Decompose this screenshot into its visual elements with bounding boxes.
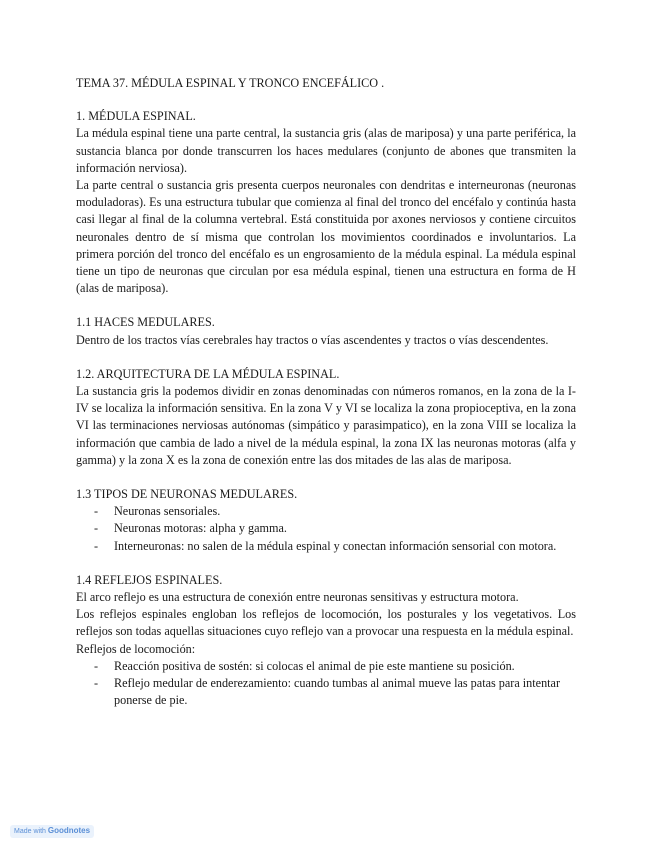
- list-item: [94, 658, 576, 675]
- section-heading: 1.3 TIPOS DE NEURONAS MEDULARES.: [76, 487, 298, 502]
- watermark-brand: Goodnotes: [47, 826, 91, 835]
- document-page: [76, 75, 576, 727]
- watermark-prefix: Made with: [14, 828, 46, 835]
- paragraph: La médula espinal tiene una parte central, la sustancia gris (alas de mariposa) y una parte periférica, la sustancia blanca por donde transcurren los haces medulares (conjunto de abones que transmiten la información nerviosa).: [76, 126, 576, 175]
- list-item: [94, 675, 576, 709]
- section-haces-medulares: [76, 314, 576, 348]
- section-heading: 1. MÉDULA ESPINAL.: [76, 109, 196, 124]
- section-medula-espinal: [76, 108, 576, 297]
- paragraph: Reflejos de locomoción:: [76, 641, 196, 656]
- neuron-types-list: [76, 503, 576, 555]
- paragraph: Los reflejos espinales engloban los reflejos de locomoción, los posturales y los vegetativos. Los reflejos son todas aquellas situaciones cuyo reflejo van a provocar una respuesta en la médula espinal.: [76, 607, 576, 639]
- paragraph: La sustancia gris la podemos dividir en zonas denominadas con números romanos, en la zona de la I-IV se localiza la información sensitiva. En la zona V y VI se localiza la zona propioceptiva, en la zona VI las terminaciones nerviosas autónomas (simpático y parasimpatico), en la zona VIII se localiza la información que cambia de lado a nivel de la médula espinal, la zona IX las neuronas motoras (alfa y gamma) y la zona X es la zona de conexión entre las dos mitades de las alas de mariposa.: [76, 384, 576, 467]
- dash-marker: -: [94, 658, 99, 673]
- list-item-text: Reacción positiva de sostén: si colocas el animal de pie este mantiene su posición.: [114, 658, 515, 673]
- list-item: [94, 503, 576, 520]
- section-reflejos-espinales: [76, 572, 576, 710]
- list-item-text: Interneuronas: no salen de la médula espinal y conectan información sensorial con motora.: [114, 538, 557, 553]
- paragraph: El arco reflejo es una estructura de conexión entre neuronas sensitivas y estructura motora.: [76, 590, 519, 605]
- paragraph: Dentro de los tractos vías cerebrales hay tractos o vías ascendentes y tractos o vías descendentes.: [76, 332, 549, 347]
- list-item-text: Reflejo medular de enderezamiento: cuando tumbas al animal mueve las patas para intentar ponerse de pie.: [114, 676, 561, 708]
- document-title: TEMA 37. MÉDULA ESPINAL Y TRONCO ENCEFÁLICO .: [76, 76, 385, 90]
- paragraph: La parte central o sustancia gris presenta cuerpos neuronales con dendritas e interneuronas (neuronas moduladoras). Es una estructura tubular que comienza al final del tronco del encéfalo y continúa hasta casi llegar al final de la columna vertebral. Está constituida por axones nerviosos y contiene circuitos neuronales dentro de sí misma que controlan los movimientos coordinados e involuntarios. La primera porción del tronco del encéfalo es un engrosamiento de la médula espinal. La médula espinal tiene un tipo de neuronas que circulan por esa médula espinal, tienen una estructura en forma de H (alas de mariposa).: [76, 178, 576, 296]
- dash-marker: -: [94, 676, 99, 691]
- list-item-text: Neuronas motoras: alpha y gamma.: [114, 521, 287, 536]
- section-tipos-neuronas: [76, 486, 576, 555]
- list-item: [94, 538, 576, 555]
- locomotion-reflexes-list: [76, 658, 576, 710]
- list-item-text: Neuronas sensoriales.: [114, 504, 221, 519]
- section-arquitectura: [76, 366, 576, 469]
- list-item: [94, 520, 576, 537]
- section-heading: 1.4 REFLEJOS ESPINALES.: [76, 572, 223, 587]
- section-heading: 1.2. ARQUITECTURA DE LA MÉDULA ESPINAL.: [76, 366, 340, 381]
- dash-marker: -: [94, 521, 99, 536]
- dash-marker: -: [94, 538, 99, 553]
- section-heading: 1.1 HACES MEDULARES.: [76, 315, 215, 330]
- dash-marker: -: [94, 504, 99, 519]
- goodnotes-watermark: [10, 825, 94, 838]
